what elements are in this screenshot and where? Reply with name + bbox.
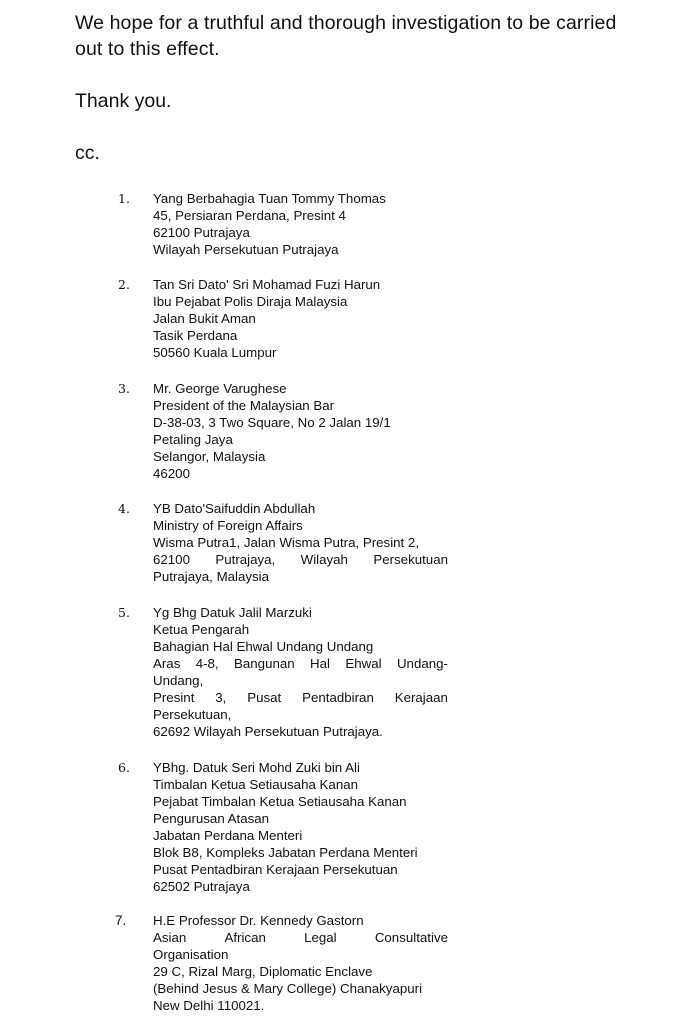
address-line: Tan Sri Dato' Sri Mohamad Fuzi Harun [153,277,381,292]
address-word: Hal [310,656,330,671]
address-line: Ministry of Foreign Affairs [153,518,303,533]
recipient-address [153,190,448,258]
closing-paragraph: We hope for a truthful and thorough investigation to be carried out to this effect. [75,12,617,60]
address-line: 29 C, Rizal Marg, Diplomatic Enclave [153,964,373,979]
address-line: YB Dato'Saifuddin Abdullah [153,501,316,516]
address-line: Petaling Jaya [153,432,233,447]
recipient-number: 4. [118,501,130,516]
address-line: Pusat Pentadbiran Kerajaan Persekutuan [153,862,398,877]
address-line: (Behind Jesus & Mary College) Chanakyapuri [153,981,423,996]
recipient-number: 3. [118,381,130,396]
address-line: D-38-03, 3 Two Square, No 2 Jalan 19/1 [153,415,391,430]
address-word: Bangunan [234,656,295,671]
recipient-number: 2. [118,277,130,292]
address-line: Yang Berbahagia Tuan Tommy Thomas [153,191,386,206]
address-word: Undang- [396,656,448,671]
address-line: Persekutuan, [153,707,232,722]
address-line [153,655,448,672]
address-line: 62692 Wilayah Persekutuan Putrajaya. [153,724,383,739]
address-line [153,929,448,946]
address-line: Yg Bhg Datuk Jalil Marzuki [153,605,312,620]
address-word: 3, [215,690,227,705]
address-line: Bahagian Hal Ehwal Undang Undang [153,639,374,654]
recipient-number: 1. [118,191,130,206]
address-line: 62502 Putrajaya [153,879,250,894]
address-word: Kerajaan [394,690,448,705]
address-line: Organisation [153,947,229,962]
address-line: H.E Professor Dr. Kennedy Gastorn [153,913,364,928]
recipient-address [153,380,448,482]
cc-label: cc. [75,142,100,164]
address-line: Jabatan Perdana Menteri [153,828,303,843]
address-line [153,689,448,706]
address-word: Legal [304,930,337,945]
address-line: 62100 Putrajaya [153,225,250,240]
thanks-line: Thank you. [75,90,172,112]
address-line: 50560 Kuala Lumpur [153,345,277,360]
address-line: President of the Malaysian Bar [153,398,335,413]
address-word: Aras [153,656,181,671]
recipient-number: 6. [118,760,130,775]
recipient-number: 5. [118,605,130,620]
recipient-address [153,759,448,895]
address-line: Wilayah Persekutuan Putrajaya [153,242,339,257]
address-line: Ibu Pejabat Polis Diraja Malaysia [153,294,348,309]
address-line: Putrajaya, Malaysia [153,569,270,584]
address-word: African [224,930,266,945]
address-line: Wisma Putra1, Jalan Wisma Putra, Presint 2, [153,535,420,550]
address-line: 45, Persiaran Perdana, Presint 4 [153,208,346,223]
address-line: Tasik Perdana [153,328,238,343]
address-word: Putrajaya, [215,552,276,567]
address-word: Presint [153,690,195,705]
address-line: Timbalan Ketua Setiausaha Kanan [153,777,359,792]
address-line: Mr. George Varughese [153,381,287,396]
address-line: YBhg. Datuk Seri Mohd Zuki bin Ali [153,760,360,775]
address-word: Ehwal [345,656,382,671]
address-word: Wilayah [300,552,348,567]
address-word: 62100 [153,552,190,567]
address-line: Jalan Bukit Aman [153,311,256,326]
address-line: Selangor, Malaysia [153,449,266,464]
address-line: Undang, [153,673,204,688]
address-line: Pengurusan Atasan [153,811,270,826]
address-line: 46200 [153,466,190,481]
address-line: Blok B8, Kompleks Jabatan Perdana Menteri [153,845,418,860]
address-line: Pejabat Timbalan Ketua Setiausaha Kanan [153,794,407,809]
recipient-number: 7. [115,913,127,928]
address-word: Pusat [247,690,282,705]
address-line [153,551,448,568]
address-word: 4-8, [195,656,219,671]
recipient-address [153,604,448,740]
address-word: Consultative [374,930,448,945]
address-line: New Delhi 110021. [153,998,265,1013]
recipient-address [153,276,448,361]
address-word: Asian [153,930,187,945]
recipient-address [153,500,448,585]
address-word: Persekutuan [373,552,448,567]
recipient-address [153,912,448,1014]
address-word: Pentadbiran [302,690,374,705]
address-line: Ketua Pengarah [153,622,250,637]
